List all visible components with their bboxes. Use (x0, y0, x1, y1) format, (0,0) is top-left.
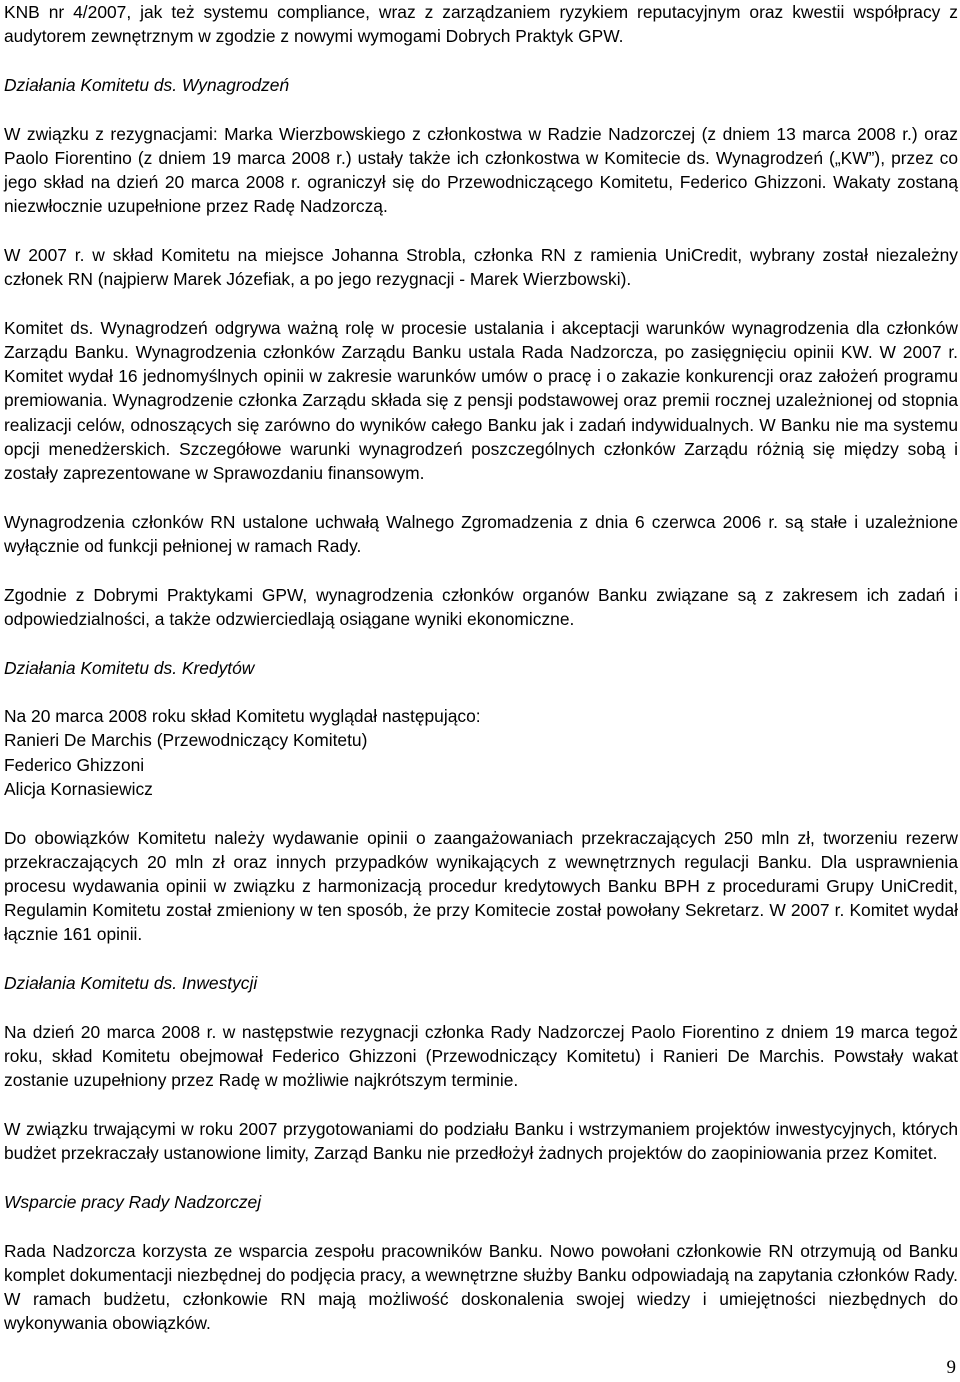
remuneration-paragraph-1: W związku z rezygnacjami: Marka Wierzbowskiego z członkostwa w Radzie Nadzorczej (z dniem 13 marca 2008 r.) oraz Paolo Fiorentino (z dniem 19 marca 2008 r.) ustały także ich członkostwa w Komitecie ds. Wynagrodzeń („KW”), przez co jego skład na dzień 20 marca 2008 r. ograniczył się do Przewodniczącego Komitetu, Federico Ghizzoni. Wakaty zostaną niezwłocznie uzupełnione przez Radę Nadzorczą. (4, 123, 958, 217)
remuneration-paragraph-2: W 2007 r. w skład Komitetu na miejsce Johanna Strobla, członka RN z ramienia UniCredit, wybrany został niezależny członek RN (najpierw Marek Józefiak, a po jego rezygnacji - Marek Wierzbowski). (4, 244, 958, 290)
remuneration-paragraph-5: Zgodnie z Dobrymi Praktykami GPW, wynagrodzenia członków organów Banku związane są z zakresem ich zadań i odpowiedzialności, a także odzwierciedlają osiągane wyniki ekonomiczne. (4, 584, 958, 629)
credit-composition-intro: Na 20 marca 2008 roku skład Komitetu wyglądał następująco: (4, 706, 481, 727)
credit-member-3: Alicja Kornasiewicz (4, 778, 153, 799)
credit-member-2: Federico Ghizzoni (4, 754, 145, 775)
intro-paragraph: KNB nr 4/2007, jak też systemu compliance, wraz z zarządzaniem ryzykiem reputacyjnym oraz kwestii współpracy z audytorem zewnętrznym w zgodzie z nowymi wymogami Dobrych Praktyk GPW. (4, 2, 958, 47)
heading-board-support: Wsparcie pracy Rady Nadzorczej (4, 1191, 262, 1212)
remuneration-paragraph-4: Wynagrodzenia członków RN ustalone uchwałą Walnego Zgromadzenia z dnia 6 czerwca 2006 r. są stałe i uzależnione wyłącznie od funkcji pełnionej w ramach Rady. (4, 511, 958, 556)
investment-paragraph-1: Na dzień 20 marca 2008 r. w następstwie rezygnacji członka Rady Nadzorczej Paolo Fiorentino z dniem 19 marca tegoż roku, skład Komitetu obejmował Federico Ghizzoni (Przewodniczący Komitetu) i Ranieri De Marchis. Powstały wakat zostanie uzupełniony przez Radę w możliwie najkrótszym terminie. (4, 1021, 958, 1091)
page-number: 9 (946, 1357, 956, 1378)
investment-paragraph-2: W związku trwającymi w roku 2007 przygotowaniami do podziału Banku i wstrzymaniem projektów inwestycyjnych, których budżet przekraczały ustanowione limity, Zarząd Banku nie przedłożył żadnych projektów do zaopiniowania przez Komitet. (4, 1118, 958, 1164)
support-paragraph: Rada Nadzorcza korzysta ze wsparcia zespołu pracowników Banku. Nowo powołani członkowie RN otrzymują od Banku komplet dokumentacji niezbędnej do podjęcia pracy, a wewnętrzne służby Banku odpowiadają na zapytania członków Rady. W ramach budżetu, członkowie RN mają możliwość doskonalenia swojej wiedzy i umiejętności niezbędnych do wykonywania obowiązków. (4, 1240, 958, 1334)
heading-credit-committee: Działania Komitetu ds. Kredytów (4, 657, 255, 678)
credit-member-1: Ranieri De Marchis (Przewodniczący Komitetu) (4, 730, 368, 751)
remuneration-paragraph-3: Komitet ds. Wynagrodzeń odgrywa ważną rolę w procesie ustalania i akceptacji warunków wynagrodzenia dla członków Zarządu Banku. Wynagrodzenia członków Zarządu Banku ustala Rada Nadzorcza, po zasięgnięciu opinii KW. W 2007 r. Komitet wydał 16 jednomyślnych opinii w zakresie warunków umów o pracę i o zakazie konkurencji oraz założeń programu premiowania. Wynagrodzenie członka Zarządu składa się z pensji podstawowej oraz premii rocznej uzależnionej od stopnia realizacji celów, odnoszących się zarówno do wyników całego Banku jak i zadań indywidualnych. W Banku nie ma systemu opcji menedżerskich. Szczegółowe warunki wynagrodzeń poszczególnych członków Zarządu różnią się między sobą i zostały zaprezentowane w Sprawozdaniu finansowym. (4, 317, 958, 484)
heading-investment-committee: Działania Komitetu ds. Inwestycji (4, 973, 258, 994)
credit-paragraph: Do obowiązków Komitetu należy wydawanie opinii o zaangażowaniach przekraczających 250 mln zł, tworzeniu rezerw przekraczających 20 mln zł oraz innych przypadków wynikających z wewnętrznych regulacji Banku. Dla usprawnienia procesu wydawania opinii w związku z harmonizacją procedur kredytowych Banku BPH z procedurami Grupy UniCredit, Regulamin Komitetu został zmieniony w ten sposób, że przy Komitecie został powołany Sekretarz. W 2007 r. Komitet wydał łącznie 161 opinii. (4, 827, 958, 945)
document-page (4, 0, 958, 1335)
heading-remuneration-committee: Działania Komitetu ds. Wynagrodzeń (4, 74, 290, 95)
